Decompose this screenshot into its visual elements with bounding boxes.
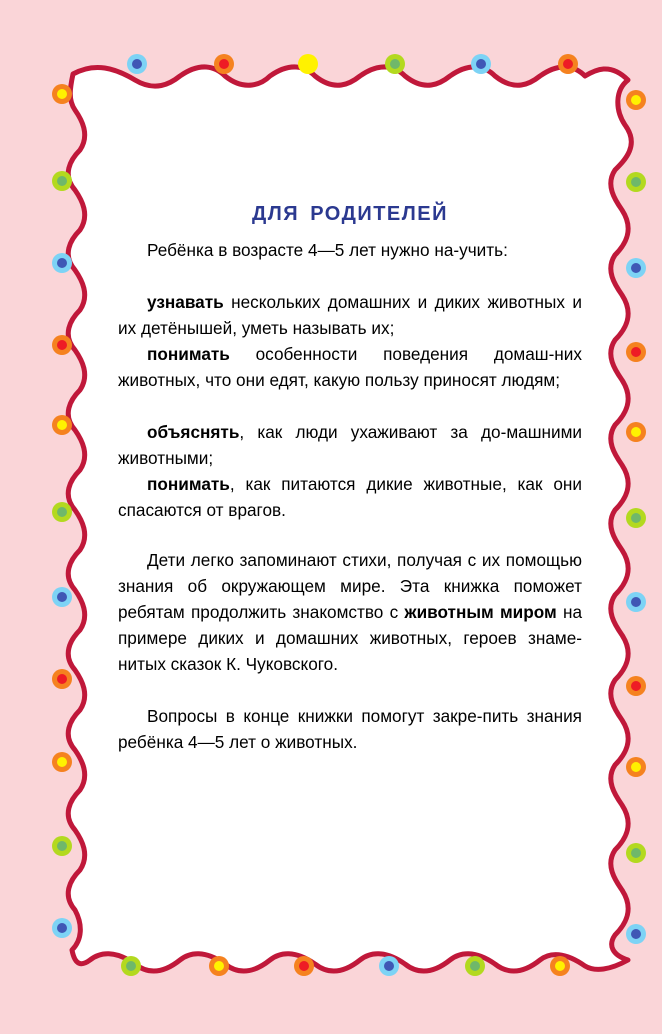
closing-paragraph: Вопросы в конце книжки помогут закре-пить знания ребёнка 4—5 лет о животных. bbox=[118, 706, 582, 752]
goal-item bbox=[118, 289, 582, 341]
blue-dot-icon bbox=[52, 253, 72, 273]
goal-verb: объяснять bbox=[147, 422, 240, 442]
goal-verb: понимать bbox=[147, 474, 230, 494]
body-paragraph bbox=[118, 547, 582, 677]
goal-text: , как питаются дикие животные, как они спасаются от врагов. bbox=[118, 474, 582, 520]
green-dot-icon bbox=[626, 172, 646, 192]
green-dot-icon bbox=[626, 508, 646, 528]
red-dot-icon bbox=[626, 342, 646, 362]
yellow-dot-icon bbox=[209, 956, 229, 976]
intro-paragraph: Ребёнка в возрасте 4—5 лет нужно на-учить: bbox=[147, 240, 508, 260]
red-dot-icon bbox=[294, 956, 314, 976]
blue-dot-icon bbox=[379, 956, 399, 976]
blue-dot-icon bbox=[626, 258, 646, 278]
green-dot-icon bbox=[52, 502, 72, 522]
green-dot-icon bbox=[385, 54, 405, 74]
blue-dot-icon bbox=[626, 924, 646, 944]
goal-item bbox=[118, 419, 582, 471]
blue-dot-icon bbox=[626, 592, 646, 612]
green-dot-icon bbox=[52, 836, 72, 856]
green-dot-icon bbox=[52, 171, 72, 191]
red-dot-icon bbox=[626, 676, 646, 696]
yellow-dot-icon bbox=[550, 956, 570, 976]
yellow-dot-icon bbox=[52, 415, 72, 435]
red-dot-icon bbox=[558, 54, 578, 74]
blue-dot-icon bbox=[52, 587, 72, 607]
goal-text: особенности поведения домаш-них животных, что они едят, какую пользу приносят людям; bbox=[118, 344, 582, 390]
red-dot-icon bbox=[52, 335, 72, 355]
yellow-dot-icon bbox=[626, 757, 646, 777]
page-title: ДЛЯ РОДИТЕЛЕЙ bbox=[251, 203, 448, 225]
red-dot-icon bbox=[214, 54, 234, 74]
goal-text: нескольких домашних и диких животных и их детёнышей, уметь называть их; bbox=[118, 292, 582, 338]
blue-dot-icon bbox=[52, 918, 72, 938]
blue-dot-icon bbox=[471, 54, 491, 74]
yellow-dot-icon bbox=[52, 752, 72, 772]
yellow-dot-icon bbox=[626, 90, 646, 110]
goal-item bbox=[118, 341, 582, 393]
green-dot-icon bbox=[121, 956, 141, 976]
yellow-dot-icon bbox=[626, 422, 646, 442]
paragraph-text: на примере диких и домашних животных, героев знаме-нитых сказок К. Чуковского. bbox=[118, 602, 582, 674]
green-dot-icon bbox=[465, 956, 485, 976]
yellow-dot-icon bbox=[52, 84, 72, 104]
red-dot-icon bbox=[52, 669, 72, 689]
goal-verb: узнавать bbox=[147, 292, 224, 312]
goal-verb: понимать bbox=[147, 344, 230, 364]
goal-item bbox=[118, 471, 582, 523]
goal-text: , как люди ухаживают за до-машними животными; bbox=[118, 422, 582, 468]
emphasis-text: животным миром bbox=[404, 602, 557, 622]
blue-dot-icon bbox=[127, 54, 147, 74]
green-dot-icon bbox=[626, 843, 646, 863]
yellow-dot-icon bbox=[298, 54, 318, 74]
paragraph-text: Дети легко запоминают стихи, получая с их помощью знания об окружающем мире. Эта книжка поможет ребятам продолжить знакомство с bbox=[118, 550, 582, 622]
